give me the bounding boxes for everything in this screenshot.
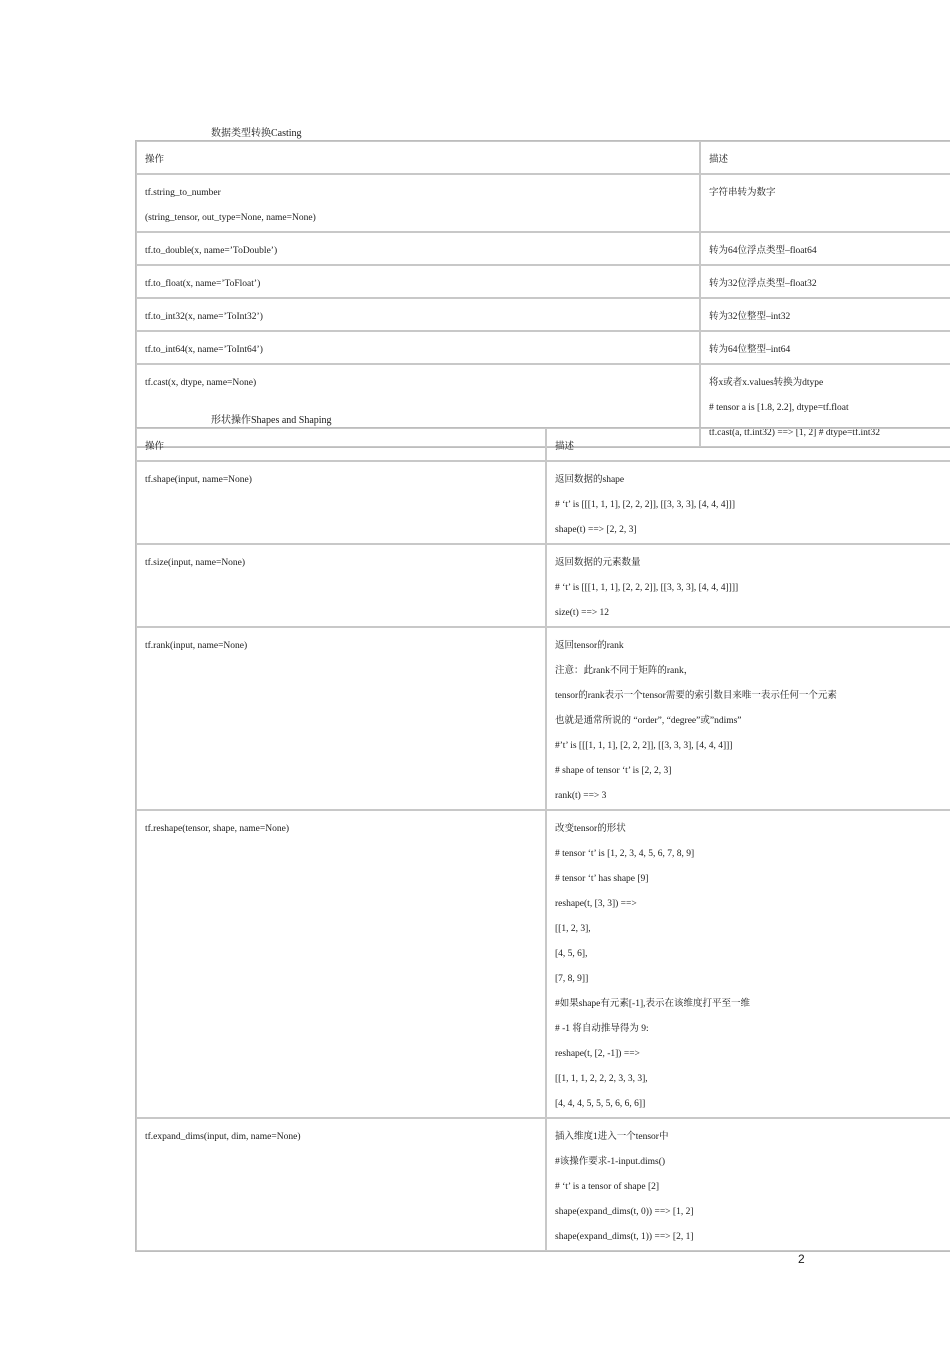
header-label-desc: 描述 [709, 155, 729, 165]
description-cell-line: [4, 4, 4, 5, 5, 5, 6, 6, 6]] [555, 1099, 646, 1109]
shapes-table [135, 427, 950, 1252]
description-cell [700, 174, 950, 232]
operation-cell-line: tf.rank(input, name=None) [145, 641, 248, 651]
casting-table-caption: 数据类型转换Casting [211, 128, 302, 139]
header-cell-desc [700, 141, 950, 174]
description-cell-line: #’t’ is [[[1, 1, 1], [2, 2, 2]], [[3, 3, 3], [4, 4, 4]]] [555, 741, 733, 751]
table-row [136, 174, 950, 232]
description-cell [700, 232, 950, 265]
operation-cell-line: tf.expand_dims(input, dim, name=None) [145, 1132, 301, 1142]
header-label-op: 操作 [145, 442, 165, 452]
description-cell-line: 返回tensor的rank [555, 641, 624, 651]
operation-cell [136, 298, 700, 331]
table-row [136, 331, 950, 364]
description-cell-line: 改变tensor的形状 [555, 824, 626, 834]
description-cell-line: size(t) ==> 12 [555, 608, 610, 618]
header-cell-desc [546, 428, 950, 461]
description-cell [546, 627, 950, 810]
description-cell [546, 461, 950, 544]
operation-cell [136, 265, 700, 298]
description-cell-line: shape(expand_dims(t, 0)) ==> [1, 2] [555, 1207, 694, 1217]
description-cell-line: # tensor a is [1.8, 2.2], dtype=tf.float [709, 403, 849, 413]
table-header-row [136, 141, 950, 174]
description-cell-line: 返回数据的元素数量 [555, 558, 641, 568]
description-cell-line: # ‘t’ is [[[1, 1, 1], [2, 2, 2]], [[3, 3, 3], [4, 4, 4]]] [555, 500, 736, 510]
operation-cell [136, 461, 546, 544]
operation-cell-line: tf.to_double(x, name=’ToDouble’) [145, 246, 278, 256]
description-cell [546, 810, 950, 1118]
description-cell-line: #该操作要求-1-input.dims() [555, 1157, 666, 1167]
description-cell [700, 298, 950, 331]
operation-cell-line: tf.to_int64(x, name=’ToInt64’) [145, 345, 263, 355]
description-cell [700, 331, 950, 364]
description-cell-line: #如果shape有元素[-1],表示在该维度打平至一维 [555, 999, 750, 1009]
shapes-table-caption: 形状操作Shapes and Shaping [211, 415, 332, 426]
description-cell-line: tf.cast(a, tf.int32) ==> [1, 2] # dtype=tf.int32 [709, 428, 881, 438]
table-row [136, 810, 950, 1118]
operation-cell-line: tf.to_int32(x, name=’ToInt32’) [145, 312, 263, 322]
description-cell-line: rank(t) ==> 3 [555, 791, 607, 801]
operation-cell-line: tf.to_float(x, name=’ToFloat’) [145, 279, 261, 289]
description-cell [700, 265, 950, 298]
table-row [136, 544, 950, 627]
description-cell-line: # shape of tensor ‘t’ is [2, 2, 3] [555, 766, 672, 776]
operation-cell [136, 232, 700, 265]
operation-cell [136, 331, 700, 364]
description-cell [546, 1118, 950, 1251]
operation-cell-line: tf.reshape(tensor, shape, name=None) [145, 824, 289, 834]
casting-table [135, 140, 950, 448]
description-cell-line: [7, 8, 9]] [555, 974, 589, 984]
operation-cell [136, 627, 546, 810]
description-cell-line: 返回数据的shape [555, 475, 625, 485]
page-number: 2 [798, 1252, 805, 1266]
description-cell-line: [4, 5, 6], [555, 949, 588, 959]
table-row [136, 627, 950, 810]
table-row [136, 461, 950, 544]
operation-cell-line: tf.size(input, name=None) [145, 558, 246, 568]
description-cell-line: shape(t) ==> [2, 2, 3] [555, 525, 637, 535]
description-cell-line: tensor的rank表示一个tensor需要的索引数目来唯一表示任何一个元素 [555, 691, 837, 701]
description-cell [546, 544, 950, 627]
table-header-row [136, 428, 950, 461]
operation-cell-line: tf.string_to_number [145, 188, 221, 198]
description-cell-line: 转为64位浮点类型–float64 [709, 246, 817, 256]
description-cell-line: 注意：此rank不同于矩阵的rank， [555, 666, 694, 676]
description-cell-line: # tensor ‘t’ is [1, 2, 3, 4, 5, 6, 7, 8, 9] [555, 849, 695, 859]
header-label-desc: 描述 [555, 442, 575, 452]
description-cell-line: 字符串转为数字 [709, 188, 776, 198]
operation-cell-line: tf.cast(x, dtype, name=None) [145, 378, 257, 388]
table-row [136, 298, 950, 331]
description-cell-line: reshape(t, [2, -1]) ==> [555, 1049, 640, 1059]
operation-cell-line: tf.shape(input, name=None) [145, 475, 252, 485]
header-cell-op [136, 428, 546, 461]
description-cell-line: # tensor ‘t’ has shape [9] [555, 874, 649, 884]
description-cell-line: 插入维度1进入一个tensor中 [555, 1132, 669, 1142]
description-cell-line: shape(expand_dims(t, 1)) ==> [2, 1] [555, 1232, 694, 1242]
header-cell-op [136, 141, 700, 174]
description-cell-line: reshape(t, [3, 3]) ==> [555, 899, 637, 909]
description-cell-line: # -1 将自动推导得为 9: [555, 1024, 649, 1034]
operation-cell [136, 174, 700, 232]
operation-cell-line: (string_tensor, out_type=None, name=None) [145, 213, 316, 223]
description-cell-line: 也就是通常所说的 “order”, “degree”或”ndims” [555, 716, 742, 726]
description-cell-line: [[1, 1, 1, 2, 2, 2, 3, 3, 3], [555, 1074, 648, 1084]
description-cell-line: 转为32位浮点类型–float32 [709, 279, 817, 289]
table-row [136, 1118, 950, 1251]
description-cell-line: # ‘t’ is [[[1, 1, 1], [2, 2, 2]], [[3, 3, 3], [4, 4, 4]]]] [555, 583, 739, 593]
description-cell-line: # ‘t’ is a tensor of shape [2] [555, 1182, 660, 1192]
operation-cell [136, 544, 546, 627]
header-label-op: 操作 [145, 155, 165, 165]
description-cell-line: [[1, 2, 3], [555, 924, 591, 934]
operation-cell [136, 1118, 546, 1251]
description-cell-line: 转为64位整型–int64 [709, 345, 791, 355]
table-row [136, 232, 950, 265]
casting-table-body [136, 141, 950, 447]
description-cell-line: 转为32位整型–int32 [709, 312, 791, 322]
operation-cell [136, 810, 546, 1118]
shapes-table-body [136, 428, 950, 1251]
table-row [136, 265, 950, 298]
description-cell-line: 将x或者x.values转换为dtype [709, 378, 824, 388]
